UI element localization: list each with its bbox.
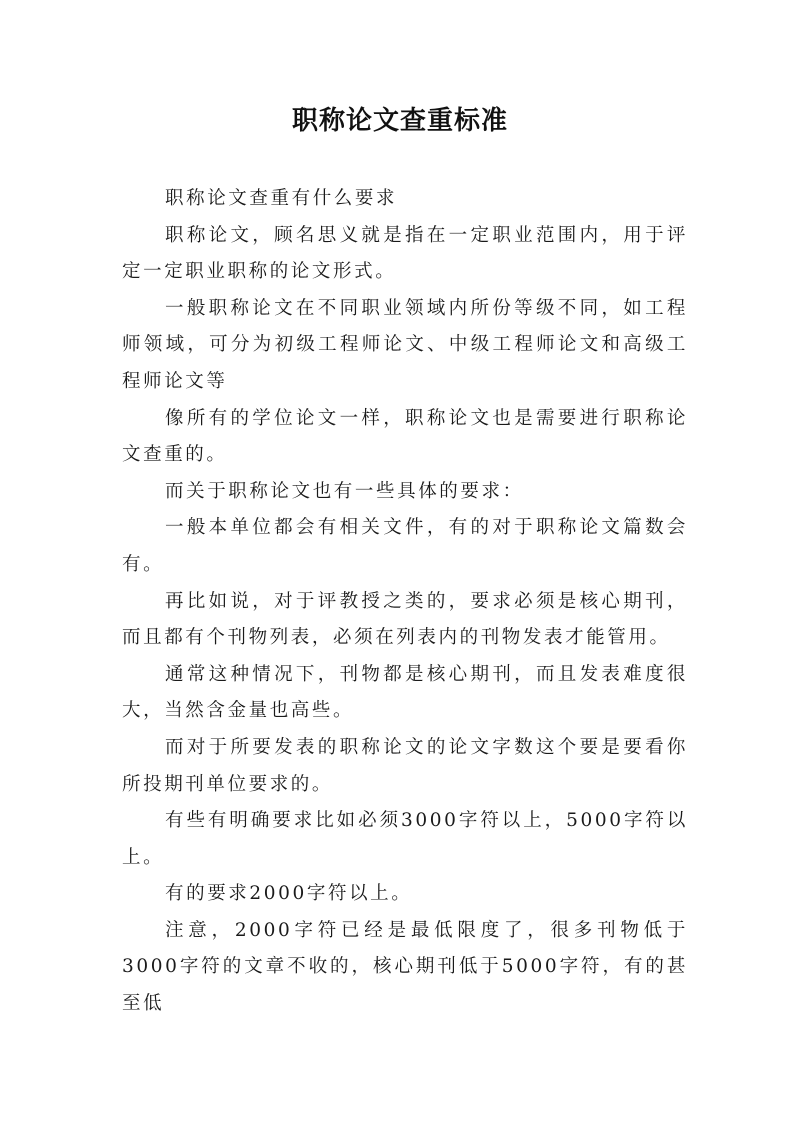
document-title: 职称论文查重标准 <box>291 106 508 136</box>
paragraph: 职称论文查重有什么要求 <box>165 188 398 209</box>
paragraph: 一般职称论文在不同职业领域内所份等级不同，如工程师领域，可分为初级工程师论文、中级工程师论文和高级工程师论文等 <box>122 297 688 392</box>
paragraph: 而关于职称论文也有一些具体的要求： <box>165 480 524 502</box>
paragraph: 一般本单位都会有相关文件，有的对于职称论文篇数会有。 <box>122 517 688 575</box>
paragraph: 通常这种情况下，刊物都是核心期刊，而且发表难度很大，当然含金量也高些。 <box>122 663 688 722</box>
paragraph: 有的要求2000字符以上。 <box>165 883 413 905</box>
paragraph: 职称论文，顾名思义就是指在一定职业范围内，用于评定一定职业职称的论文形式。 <box>122 224 688 283</box>
paragraph: 而对于所要发表的职称论文的论文字数这个要是要看你所投期刊单位要求的。 <box>122 736 688 795</box>
document-body <box>122 181 688 1023</box>
paragraph: 注意，2000字符已经是最低限度了，很多刊物低于3000字符的文章不收的，核心期刊低于5000字符，有的甚至低 <box>122 919 688 1015</box>
paragraph: 像所有的学位论文一样，职称论文也是需要进行职称论文查重的。 <box>122 407 688 466</box>
paragraph: 再比如说，对于评教授之类的，要求必须是核心期刊，而且都有个刊物列表，必须在列表内的刊物发表才能管用。 <box>122 590 688 649</box>
paragraph: 有些有明确要求比如必须3000字符以上，5000字符以上。 <box>122 810 688 868</box>
